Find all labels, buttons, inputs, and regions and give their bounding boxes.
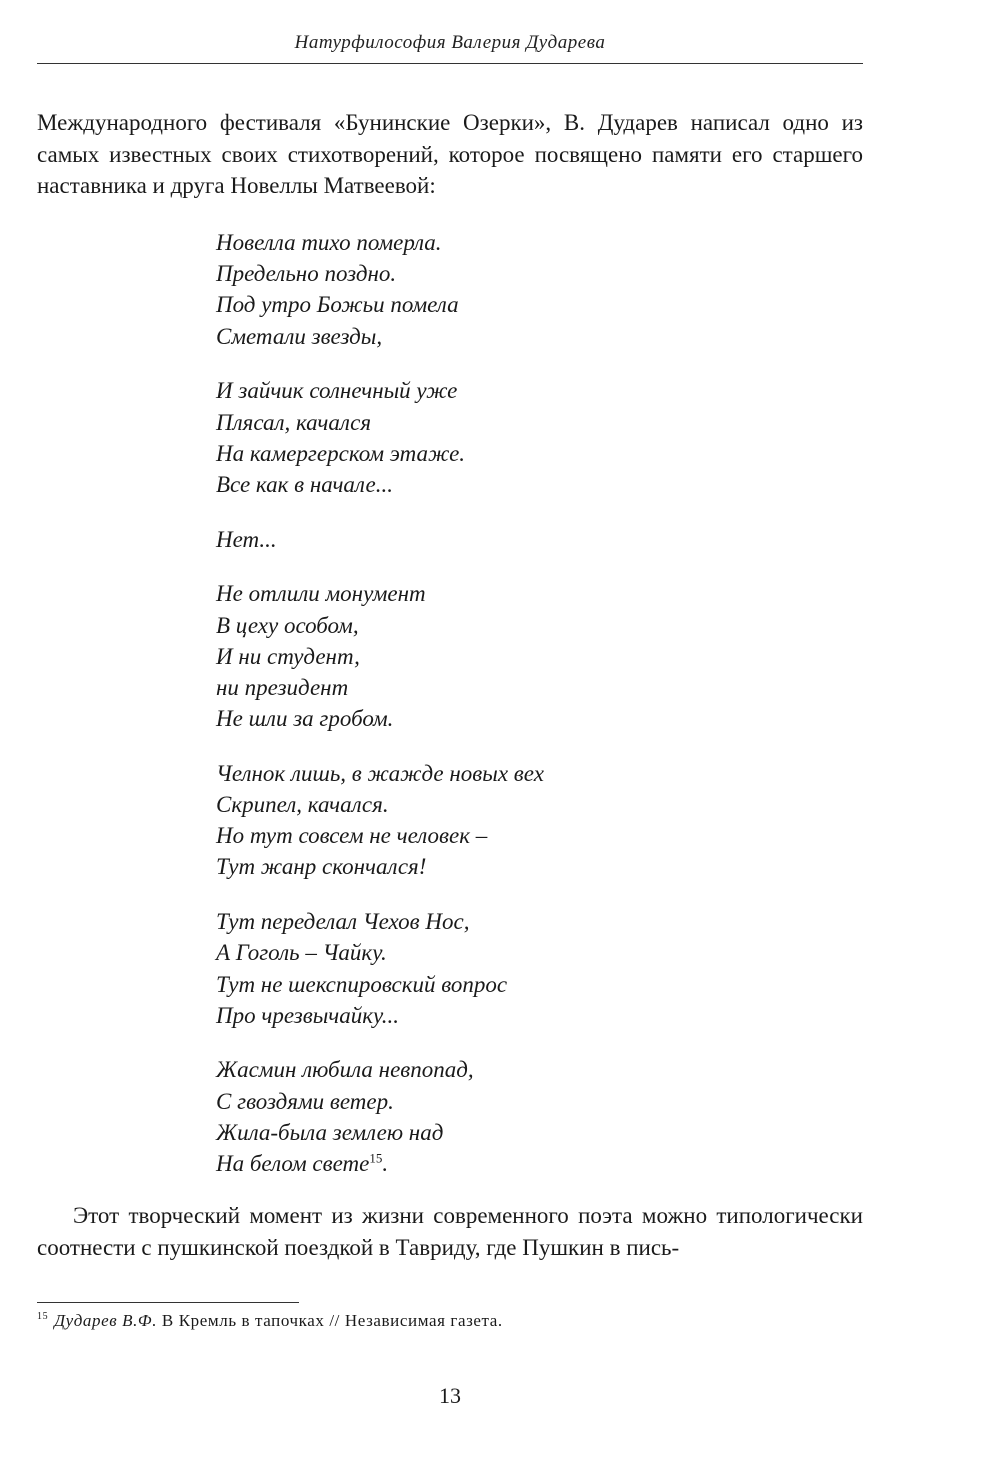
stanza-3: [216, 524, 816, 555]
footnote-reference[interactable]: 15: [369, 1150, 383, 1166]
poem-line: Жила-была землею над: [216, 1119, 444, 1145]
poem-line: Не отлили монумент: [216, 581, 426, 607]
stanza-5: [216, 758, 816, 883]
poem-line: И зайчик солнечный уже: [216, 378, 458, 404]
poem-line: И ни студент,: [216, 643, 360, 669]
poem-line: Плясал, качался: [216, 409, 372, 435]
poem-line: В цеху особом,: [216, 612, 359, 638]
poem-line: Скрипел, качался.: [216, 792, 389, 818]
stanza-6: [216, 906, 816, 1031]
intro-paragraph: Международного фестиваля «Бунинские Озерки», В. Дударев написал одно из самых известных своих стихотворений, которое посвящено памяти его старшего наставника и друга Новеллы Матвеевой:: [37, 110, 863, 198]
poem-line: Челнок лишь, в жажде новых вех: [216, 760, 544, 786]
poem-line: Под утро Божьи помела: [216, 292, 459, 318]
poem-line: Нет...: [216, 526, 277, 552]
poem-line: Тут не шекспировский вопрос: [216, 971, 508, 997]
poem-line: На камергерском этаже.: [216, 440, 466, 466]
poem-line: Предельно поздно.: [216, 261, 397, 287]
poem-end-punctuation: .: [382, 1151, 389, 1177]
poem-line: А Гоголь – Чайку.: [216, 940, 387, 966]
poem-line: Сметали звезды,: [216, 323, 383, 349]
poem-line: С гвоздями ветер.: [216, 1088, 394, 1114]
footnote-text: В Кремль в тапочках // Независимая газета.: [161, 1311, 503, 1330]
page-number: 13: [439, 1383, 461, 1408]
poem-last-line: [216, 1148, 816, 1179]
poem-line: Не шли за гробом.: [216, 706, 394, 732]
poem-line: Но тут совсем не человек –: [216, 823, 488, 849]
poem-line-text: На белом свете: [216, 1151, 370, 1177]
poem-line: Тут жанр скончался!: [216, 854, 427, 880]
poem-line: Тут переделал Чехов Нос,: [216, 909, 470, 935]
poem-line: Жасмин любила невпопад,: [216, 1057, 474, 1083]
closing-paragraph: Этот творческий момент из жизни современного поэта можно типологически соотнести с пушкинской поездкой в Тавриду, где Пушкин в пись-: [37, 1203, 863, 1260]
stanza-7: [216, 1054, 816, 1179]
running-head: Натурфилософия Валерия Дударева: [294, 32, 606, 53]
poem-line: Все как в начале...: [216, 471, 393, 497]
footnote-number: 15: [37, 1311, 49, 1323]
header-rule: [37, 63, 863, 64]
footnote-author: Дударев В.Ф.: [54, 1311, 158, 1330]
poem: [216, 227, 816, 1203]
poem-line: ни президент: [216, 674, 349, 700]
footnote-rule: [37, 1302, 299, 1303]
stanza-2: [216, 375, 816, 500]
poem-line: Новелла тихо померла.: [216, 230, 442, 255]
stanza-1: [216, 227, 816, 352]
footnote: [37, 1309, 863, 1333]
stanza-4: [216, 578, 816, 734]
poem-line: Про чрезвычайку...: [216, 1002, 400, 1028]
